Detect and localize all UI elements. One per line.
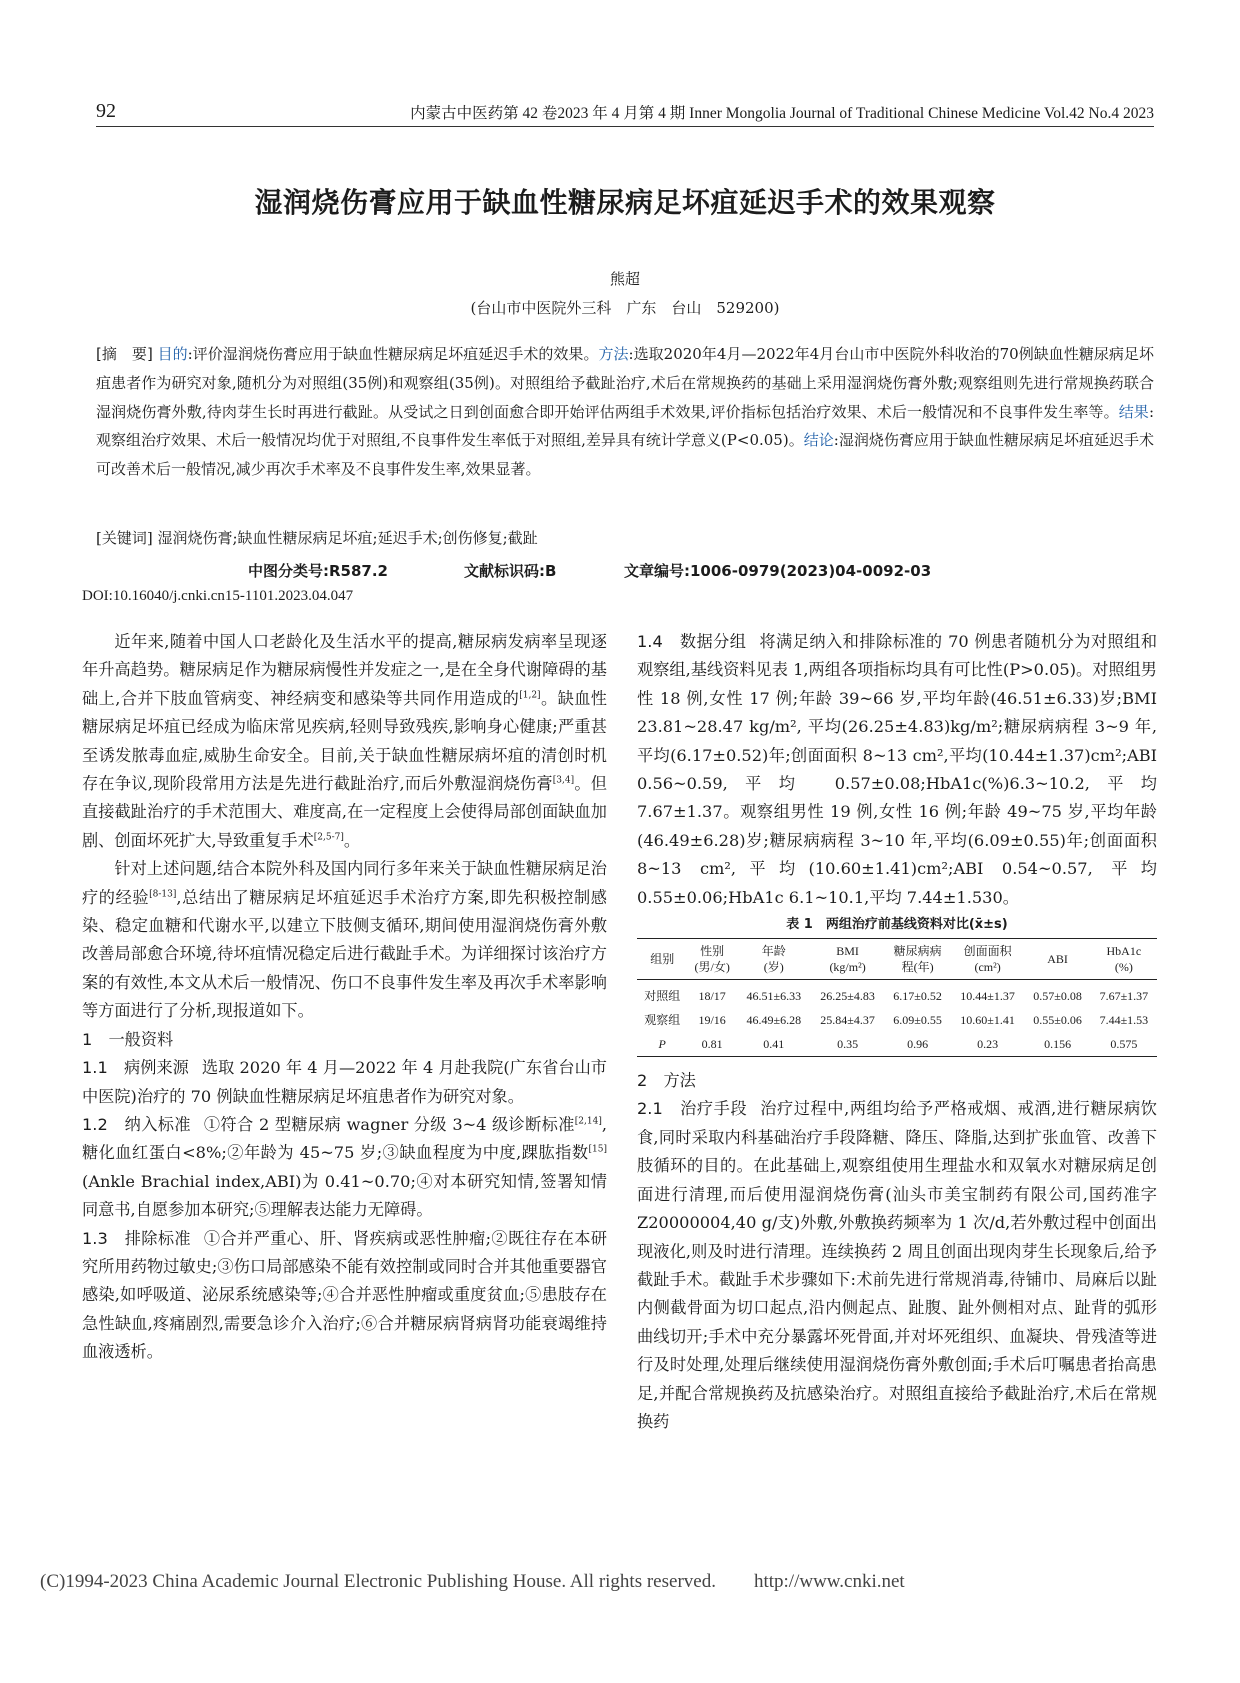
- table-cell: 0.41: [737, 1032, 811, 1057]
- objective-text: :评价湿润烧伤膏应用于缺血性糖尿病足坏疽延迟手术的效果。: [187, 345, 599, 363]
- table-row: [637, 1032, 1157, 1057]
- table-cell: 46.49±6.28: [746, 1013, 802, 1028]
- table-caption: 表 1 两组治疗前基线资料对比(x̄±s): [786, 917, 1008, 933]
- section-1-2: 1.2 纳入标准 ①符合 2 型糖尿病 wagner 分级 3~4 级诊断标准[2,14],糖化血红蛋白<8%;②年龄为 45~75 岁;③缺血程度为中度,踝肱指数[15](Ankle Brachial index,ABI)为 0.41~0.70;④对本研究知情,签署知情同意书,自愿参加本研究;⑤理解表达能力无障碍。: [82, 1114, 607, 1220]
- table-body: [637, 980, 1157, 1057]
- table-cell: 0.23: [951, 1032, 1025, 1057]
- running-header: [96, 93, 1154, 123]
- keywords-label: [关键词]: [96, 529, 153, 547]
- table-cell: 46.51±6.33: [746, 989, 802, 1004]
- table-header-cell: HbA1c (%): [1091, 939, 1157, 980]
- journal-header: 内蒙古中医药第 42 卷2023 年 4 月第 4 期 Inner Mongolia Journal of Traditional Chinese Medicine Vol.42 No.4 2023: [410, 105, 1154, 122]
- abstract: [96, 340, 1154, 484]
- methods-label: 方法: [598, 345, 629, 363]
- table-cell: 7.44±1.53: [1099, 1013, 1149, 1028]
- table-cell: 6.09±0.55: [893, 1013, 942, 1028]
- table-cell: P: [637, 1032, 687, 1057]
- methods-text: :选取2020年4月—2022年4月台山市中医院外科收治的70例缺血性糖尿病足坏疽患者作为研究对象,随机分为对照组(35例)和观察组(35例)。对照组给予截趾治疗,术后在常规换药的基础上采用湿润烧伤膏外敷;观察组则先进行常规换药联合湿润烧伤膏外敷,待肉芽生长时再进行截趾。从受试之日到创面愈合即开始评估两组手术效果,评价指标包括治疗效果、术后一般情况和不良事件发生率等。: [96, 345, 1154, 421]
- section-1-heading: 1 一般资料: [82, 1029, 174, 1049]
- conclusion-label: 结论: [803, 431, 834, 450]
- conclusion-text: :湿润烧伤膏应用于缺血性糖尿病足坏疽延迟手术可改善术后一般情况,减少再次手术率及不良事件发生率,效果显著。: [96, 431, 1154, 479]
- table-cell: 10.60±1.41: [960, 1013, 1015, 1028]
- doi: DOI:10.16040/j.cnki.cn15-1101.2023.04.047: [82, 588, 354, 604]
- copyright-footer: (C)1994-2023 China Academic Journal Electronic Publishing House. All rights reserved. http://www.cnki.net: [40, 1571, 905, 1592]
- table-cell: 26.25±4.83: [820, 989, 875, 1004]
- right-column: [637, 628, 1157, 1436]
- section-1-3: 1.3 排除标准 ①合并严重心、肝、肾疾病或恶性肿瘤;②既往存在本研究所用药物过敏史;③伤口局部感染不能有效控制或同时合并其他重要器官感染,如呼吸道、泌尿系统感染等;④合并恶性肿瘤或重度贫血;⑤患肢存在急性缺血,疼痛剧烈,需要急诊介入治疗;⑥合并糖尿病肾病肾功能衰竭维持血液透析。: [82, 1228, 607, 1362]
- page-number: 92: [96, 100, 116, 122]
- section-2-heading: 2 方法: [637, 1071, 696, 1091]
- objective-label: 目的: [157, 345, 188, 363]
- left-column: [82, 628, 607, 1367]
- table-cell: 10.44±1.37: [960, 989, 1015, 1004]
- table-cell: 18/17: [698, 989, 726, 1004]
- keywords: [96, 527, 1154, 548]
- baseline-table: [637, 938, 1157, 1057]
- table-cell: 19/16: [698, 1013, 726, 1028]
- table-cell: 0.35: [811, 1032, 885, 1057]
- author: 熊超: [609, 270, 640, 288]
- table-cell: 0.575: [1091, 1032, 1157, 1057]
- article-title: 湿润烧伤膏应用于缺血性糖尿病足坏疽延迟手术的效果观察: [254, 186, 996, 219]
- table-header-cell: BMI (kg/m²): [811, 939, 885, 980]
- table-cell: 观察组: [644, 1013, 681, 1028]
- abstract-label: [摘 要]: [96, 345, 153, 363]
- table-header-row: [637, 939, 1157, 980]
- table-row: [637, 1008, 1157, 1032]
- table-header-cell: 年龄 (岁): [737, 939, 811, 980]
- clc-code: 中图分类号:R587.2: [248, 562, 388, 580]
- table-cell: 对照组: [644, 989, 681, 1004]
- header-rule: [96, 126, 1154, 127]
- section-1-4: 1.4 数据分组 将满足纳入和排除标准的 70 例患者随机分为对照组和观察组,基线资料见表 1,两组各项指标均具有可比性(P>0.05)。对照组男性 18 例,女性 17 例;年龄 39~66 岁,平均年龄(46.51±6.33)岁;BMI 23.81~28.47 kg/m², 平均(26.25±4.83)kg/m²;糖尿病病程 3~9 年,平均(6.17±0.52)年;创面面积 8~13 cm²,平均(10.44±1.37)cm²;ABI 0.56~0.59,平均 0.57±0.08;HbA1c(%)6.3~10.2,平均 7.67±1.37。观察组男性 19 例,女性 16 例;年龄 49~75 岁,平均年龄(46.49±6.28)岁;糖尿病病程 3~10 年,平均(6.09±0.55)年;创面面积 8~13 cm²,平均(10.60±1.41)cm²;ABI 0.54~0.57, 平均 0.55±0.06;HbA1c 6.1~10.1,平均 7.44±1.530。: [637, 632, 1158, 907]
- table-header-cell: 性别 (男/女): [687, 939, 737, 980]
- results-text: :观察组治疗效果、术后一般情况均优于对照组,不良事件发生率低于对照组,差异具有统计学意义(P<0.05)。: [96, 402, 1154, 450]
- table-cell: 6.17±0.52: [893, 989, 942, 1004]
- table-cell: 0.81: [687, 1032, 737, 1057]
- table-header-cell: 糖尿病病 程(年): [884, 939, 950, 980]
- results-label: 结果: [1118, 402, 1149, 421]
- table-header-cell: 组别: [637, 939, 687, 980]
- keywords-text: 湿润烧伤膏;缺血性糖尿病足坏疽;延迟手术;创伤修复;截趾: [157, 529, 538, 547]
- table-cell: 0.57±0.08: [1033, 989, 1082, 1004]
- table-cell: 0.156: [1024, 1032, 1090, 1057]
- table-cell: 0.55±0.06: [1033, 1013, 1082, 1028]
- table-cell: 25.84±4.37: [820, 1013, 875, 1028]
- table-header-cell: ABI: [1024, 939, 1090, 980]
- document-code: 文献标识码:B: [464, 562, 557, 580]
- section-2-1: 2.1 治疗手段 治疗过程中,两组均给予严格戒烟、戒酒,进行糖尿病饮食,同时采取内科基础治疗手段降糖、降压、降脂,达到扩张血管、改善下肢循环的目的。在此基础上,观察组使用生理盐水和双氧水对糖尿病足创面进行清理,而后使用湿润烧伤膏(汕头市美宝制药有限公司,国药准字 Z20000004,40 g/支)外敷,外敷换药频率为 1 次/d,若外敷过程中创面出现液化,则及时进行清理。连续换药 2 周且创面出现肉芽生长现象后,给予截趾手术。截趾手术步骤如下:术前先进行常规消毒,待铺巾、局麻后以趾内侧截骨面为切口起点,沿内侧起点、趾腹、趾外侧相对点、趾背的弧形曲线切开;手术中充分暴露坏死骨面,并对坏死组织、血凝块、骨残渣等进行及时处理,处理后继续使用湿润烧伤膏外敷创面;手术后叮嘱患者抬高患足,并配合常规换药及抗感染治疗。对照组直接给予截趾治疗,术后在常规换药: [637, 1099, 1157, 1431]
- intro-paragraph-2: 针对上述问题,结合本院外科及国内同行多年来关于缺血性糖尿病足治疗的经验[8-13],总结出了糖尿病足坏疽延迟手术治疗方案,即先积极控制感染、稳定血糖和代谢水平,以建立下肢侧支循环,期间使用湿润烧伤膏外敷改善局部愈合环境,待坏疽情况稳定后进行截趾手术。为详细探讨该治疗方案的有效性,本文从术后一般情况、伤口不良事件发生率及再次手术率影响等方面进行了分析,现报道如下。: [82, 859, 607, 1021]
- table-row: [637, 980, 1157, 1009]
- table-header-cell: 创面面积 (cm²): [951, 939, 1025, 980]
- article-number: 文章编号:1006-0979(2023)04-0092-03: [624, 562, 932, 580]
- table-cell: 0.96: [884, 1032, 950, 1057]
- section-1-1: 1.1 病例来源 选取 2020 年 4 月—2022 年 4 月赴我院(广东省台山市中医院)治疗的 70 例缺血性糖尿病足坏疽患者作为研究对象。: [82, 1058, 607, 1106]
- table-cell: 7.67±1.37: [1099, 989, 1149, 1004]
- affiliation: (台山市中医院外三科 广东 台山 529200): [470, 299, 780, 317]
- intro-paragraph-1: 近年来,随着中国人口老龄化及生活水平的提高,糖尿病发病率呈现逐年升高趋势。糖尿病足作为糖尿病慢性并发症之一,是在全身代谢障碍的基础上,合并下肢血管病变、神经病变和感染等共同作用造成的[1,2]。缺血性糖尿病足坏疽已经成为临床常见疾病,轻则导致残疾,影响身心健康;严重甚至诱发脓毒血症,威胁生命安全。目前,关于缺血性糖尿病坏疽的清创时机存在争议,现阶段常用方法是先进行截趾治疗,而后外敷湿润烧伤膏[3,4]。但直接截趾治疗的手术范围大、难度高,在一定程度上会使得局部创面缺血加剧、创面坏死扩大,导致重复手术[2,5-7]。: [82, 632, 607, 850]
